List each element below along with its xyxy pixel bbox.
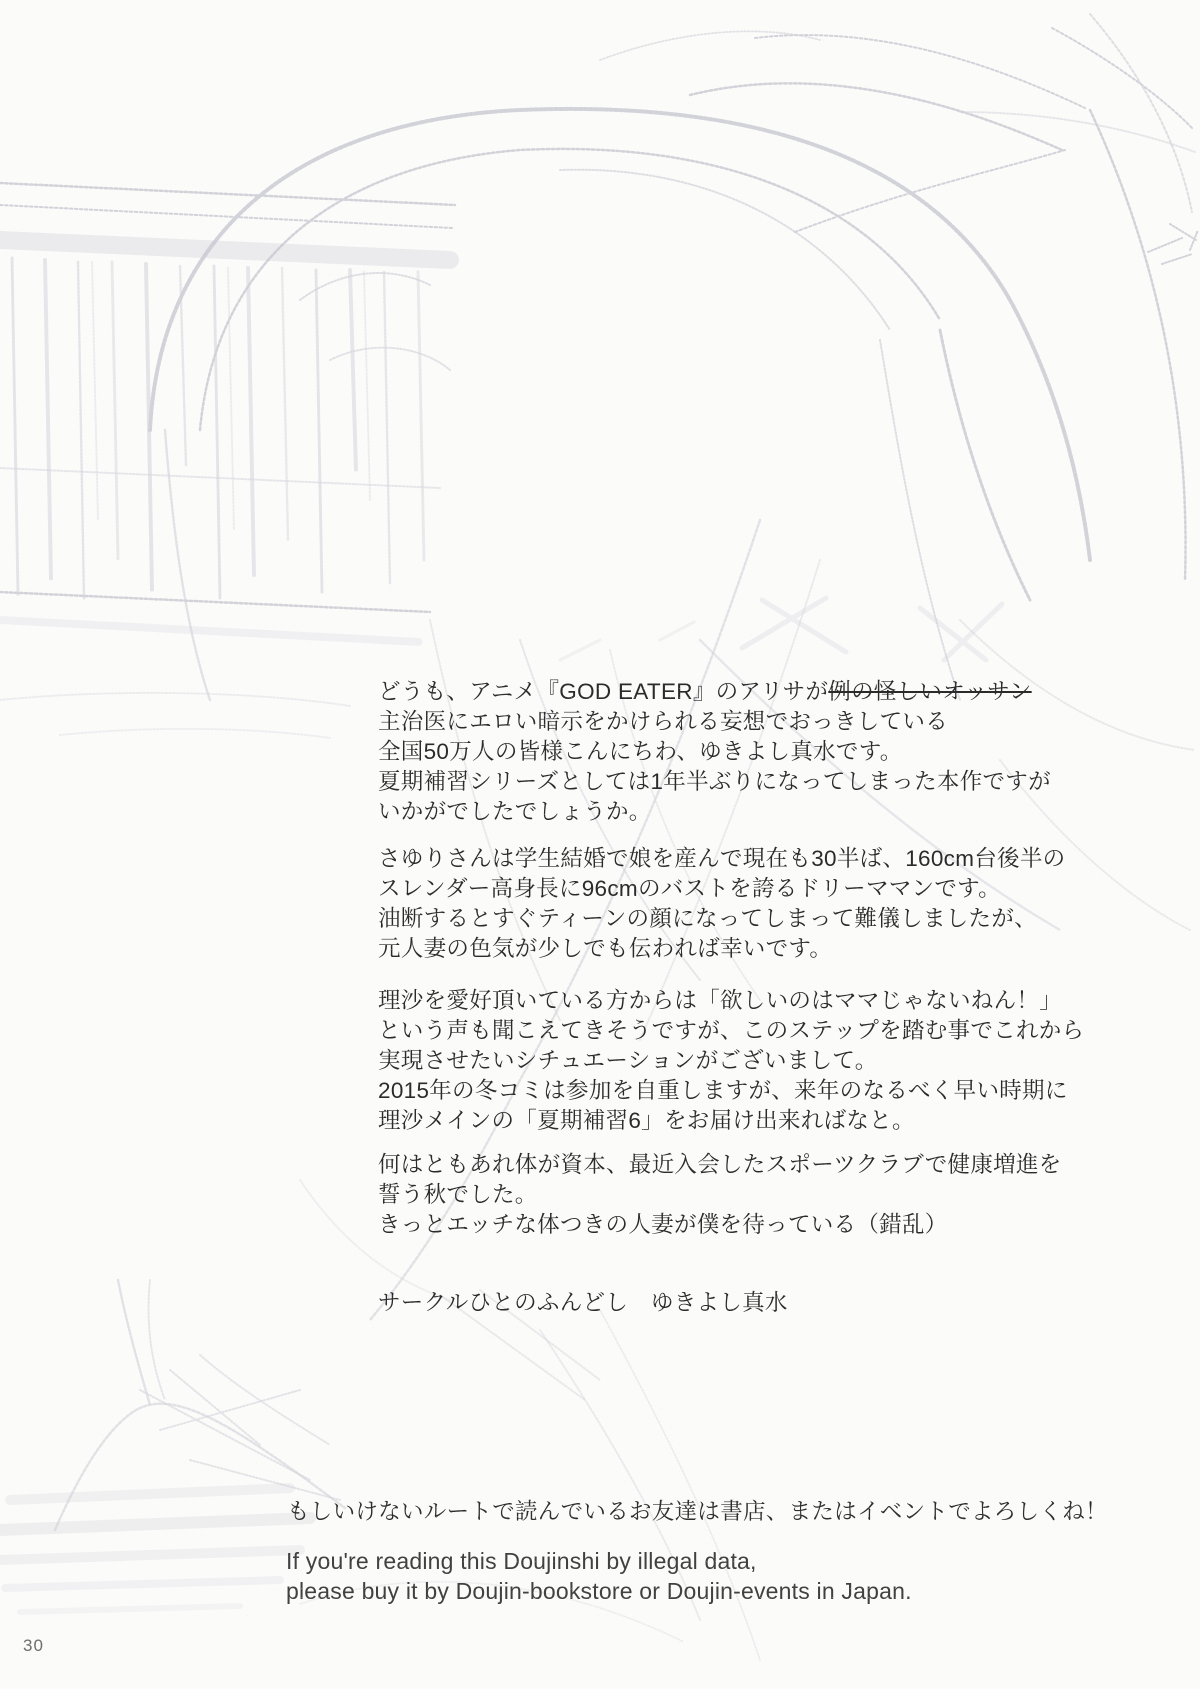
afterword-line: スレンダー高身長に96cmのバストを誇るドリーママンです。 <box>378 876 1001 901</box>
afterword-line: 実現させたいシチュエーションがございまして。 <box>378 1048 878 1073</box>
afterword-line: 夏期補習シリーズとしては1年半ぶりになってしまった本作ですが <box>378 769 1051 794</box>
afterword-line: 2015年の冬コミは参加を自重しますが、来年のなるべく早い時期に <box>378 1078 1068 1103</box>
afterword-paragraph-3 <box>378 986 1084 1136</box>
afterword-line: さゆりさんは学生結婚で娘を産んで現在も30半ば、160cm台後半の <box>378 846 1066 871</box>
afterword-line: という声も聞こえてきそうですが、このステップを踏む事でこれから <box>378 1018 1085 1043</box>
afterword-line: 主治医にエロい暗示をかけられる妄想でおっきしている <box>378 709 949 734</box>
afterword-line <box>378 677 1051 707</box>
afterword-paragraph-2 <box>378 844 1065 964</box>
afterword-paragraph-1 <box>378 677 1051 827</box>
afterword-line: 油断するとすぐティーンの顔になってしまって難儀しましたが、 <box>378 906 1037 931</box>
piracy-notice-en-line1: If you're reading this Doujinshi by illegal data, <box>286 1548 757 1574</box>
piracy-notice-en-line2: please buy it by Doujin-bookstore or Doujin-events in Japan. <box>286 1578 912 1604</box>
page-number: 30 <box>23 1636 44 1655</box>
afterword-line: 全国50万人の皆様こんにちわ、ゆきよし真水です。 <box>378 739 903 764</box>
afterword-line: 何はともあれ体が資本、最近入会したスポーツクラブで健康増進を <box>378 1152 1062 1177</box>
circle-author-signature: サークルひとのふんどし ゆきよし真水 <box>378 1290 788 1315</box>
afterword-line: 理沙を愛好頂いている方からは「欲しいのはママじゃないねん！」 <box>378 988 1063 1013</box>
afterword-line: 誓う秋でした。 <box>378 1182 538 1207</box>
line-text: どうも、アニメ『GOD EATER』のアリサが <box>378 679 829 704</box>
afterword-paragraph-4 <box>378 1150 1062 1240</box>
piracy-notice-japanese: もしいけないルートで読んでいるお友達は書店、またはイベントでよろしくね！ <box>287 1499 1108 1524</box>
afterword-line: 理沙メインの「夏期補習6」をお届け出来ればなと。 <box>378 1108 915 1133</box>
afterword-line: きっとエッチな体つきの人妻が僕を待っている（錯乱） <box>378 1212 948 1237</box>
afterword-line: 元人妻の色気が少しでも伝われば幸いです。 <box>378 936 833 961</box>
afterword-line: いかがでしたでしょうか。 <box>378 799 652 824</box>
piracy-notice-english <box>286 1547 912 1607</box>
strikethrough-text: 例の怪しいオッサン <box>828 679 1032 704</box>
